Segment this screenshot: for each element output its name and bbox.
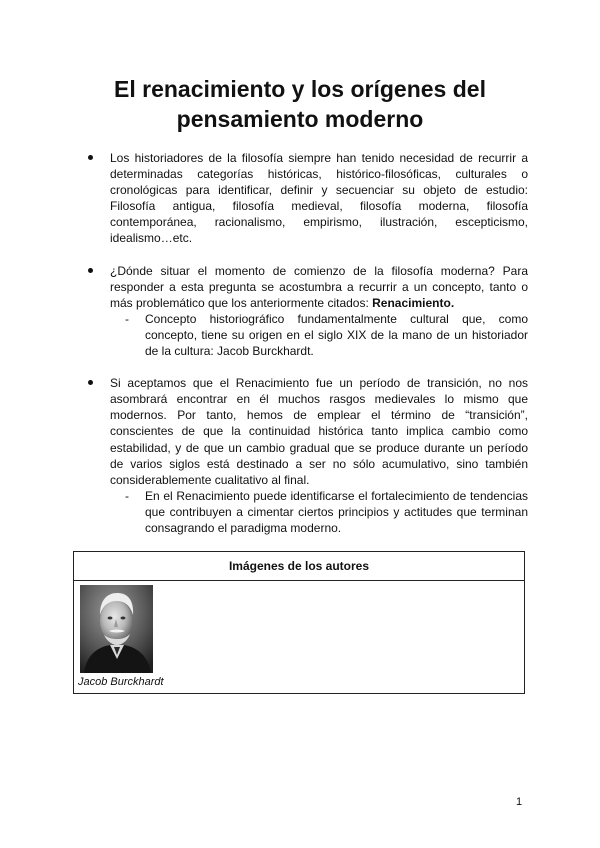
page-title	[60, 74, 540, 134]
bullet-icon	[88, 155, 93, 160]
dash-marker: -	[125, 311, 129, 326]
paragraph: Si aceptamos que el Renacimiento fue un período de transición, no nos asombrará encontrar en él muchos rasgos medievales lo mismo que modernos. Por tanto, hemos de emplear el término de “transición”, conscientes de que la continuidad histórica tanto implica cambio como estabilidad, y de que un cambio gradual que se produce durante un período de varios siglos está destinado a ser no sólo acumulativo, sino también considerablemente cualitativo al final.	[110, 376, 528, 487]
list-item	[88, 263, 528, 360]
sub-paragraph: En el Renacimiento puede identificarse el fortalecimiento de tendencias que contribuyen a cimentar ciertos principios y actitudes que terminan consagrando el paradigma moderno.	[145, 488, 528, 535]
bullet-icon	[88, 268, 93, 273]
title-line-1: El renacimiento y los orígenes del	[114, 76, 486, 102]
title-line-2: pensamiento moderno	[176, 106, 424, 132]
bold-term: Renacimiento.	[372, 295, 455, 310]
sub-list-item	[110, 311, 528, 359]
sub-paragraph: Concepto historiográfico fundamentalmente cultural que, como concepto, tiene su origen en el siglo XIX de la mano de un historiador de la cultura: Jacob Burckhardt.	[145, 311, 528, 359]
paragraph-text: ¿Dónde situar el momento de comienzo de la filosofía moderna? Para responder a esta pregunta se acostumbra a recurrir a un concepto, tanto o más problemático que los anteriormente citados:	[110, 263, 528, 310]
authors-table	[73, 551, 525, 694]
dash-marker: -	[125, 488, 129, 503]
bullet-list	[88, 150, 528, 552]
page-number: 1	[516, 796, 523, 808]
list-item	[88, 150, 528, 247]
bullet-icon	[88, 380, 93, 385]
sub-list-item	[110, 488, 528, 536]
list-item	[88, 375, 528, 536]
paragraph	[110, 263, 528, 311]
paragraph: Los historiadores de la filosofía siempre han tenido necesidad de recurrir a determinadas categorías históricas, histórico-filosóficas, culturales o cronológicas para identificar, definir y secuenciar su objeto de estudio: Filosofía antigua, filosofía medieval, filosofía moderna, filosofía contemporánea, racionalismo, empirismo, ilustración, escepticismo, idealismo…etc.	[110, 151, 528, 246]
portrait-photo	[80, 585, 153, 673]
portrait-caption: Jacob Burckhardt	[78, 676, 164, 688]
authors-table-header: Imágenes de los autores	[74, 552, 524, 581]
